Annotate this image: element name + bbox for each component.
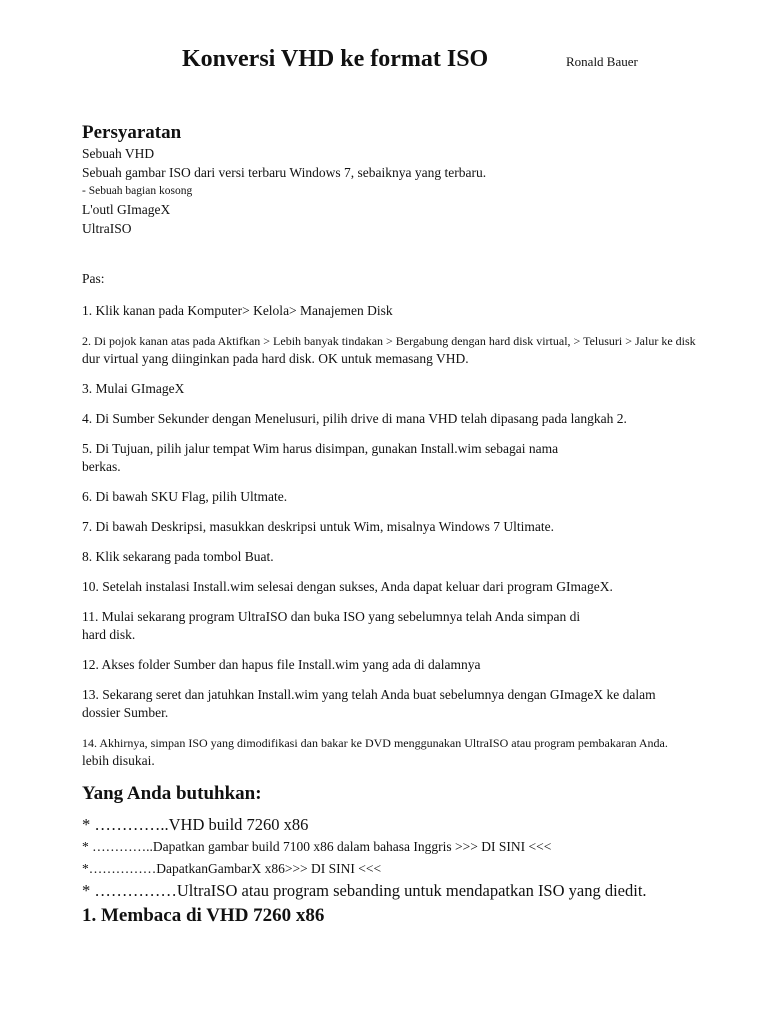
step-item [82,608,742,644]
requirement-item: UltraISO [82,221,132,236]
step-item [82,734,742,770]
step-item [82,332,742,368]
step-text: 7. Di bawah Deskripsi, masukkan deskripsi untuk Wim, misalnya Windows 7 Ultimate. [82,519,554,534]
step-item [82,656,742,674]
step-item [82,380,742,398]
requirement-item: - Sebuah bagian kosong [82,185,193,197]
step-text-continued: dossier Sumber. [82,705,169,720]
step-text-continued: dur virtual yang diinginkan pada hard disk. OK untuk memasang VHD. [82,351,469,366]
step-text: 4. Di Sumber Sekunder dengan Menelusuri, pilih drive di mana VHD telah dipasang pada langkah 2. [82,411,627,426]
step-text: 11. Mulai sekarang program UltraISO dan buka ISO yang sebelumnya telah Anda simpan di [82,609,581,624]
step-item [82,410,742,428]
step-text: 13. Sekarang seret dan jatuhkan Install.wim yang telah Anda buat sebelumnya dengan GImageX ke dalam [82,687,656,702]
step-text: 1. Klik kanan pada Komputer> Kelola> Manajemen Disk [82,303,393,318]
step-item [82,488,742,506]
step-text-continued: hard disk. [82,627,136,642]
need-item: * …………..Dapatkan gambar build 7100 x86 dalam bahasa Inggris >>> DI SINI <<< [82,839,552,854]
document-body [82,122,742,928]
requirement-item: Sebuah VHD [82,146,155,161]
step-item [82,440,742,476]
step-text: 6. Di bawah SKU Flag, pilih Ultmate. [82,489,288,504]
step-item [82,302,742,320]
step-text-continued: berkas. [82,459,121,474]
step-item [82,548,742,566]
requirement-item: Sebuah gambar ISO dari versi terbaru Windows 7, sebaiknya yang terbaru. [82,165,487,180]
steps-label: Pas: [82,271,105,286]
need-item: * ……………UltraISO atau program sebanding untuk mendapatkan ISO yang diedit. [82,881,647,900]
needs-heading: Yang Anda butuhkan: [82,783,262,804]
document-title: Konversi VHD ke format ISO [182,46,489,72]
section-heading: 1. Membaca di VHD 7260 x86 [82,905,325,926]
need-item: * …………..VHD build 7260 x86 [82,815,309,834]
step-item [82,518,742,536]
step-text-continued: lebih disukai. [82,753,155,768]
requirements-heading: Persyaratan [82,122,182,143]
step-text: 3. Mulai GImageX [82,381,185,396]
need-item: *……………DapatkanGambarX x86>>> DI SINI <<< [82,861,382,876]
step-text: 8. Klik sekarang pada tombol Buat. [82,549,274,564]
step-text: 10. Setelah instalasi Install.wim selesai dengan sukses, Anda dapat keluar dari program GImageX. [82,579,613,594]
step-item [82,686,742,722]
author-name: Ronald Bauer [566,54,638,69]
step-text: 12. Akses folder Sumber dan hapus file Install.wim yang ada di dalamnya [82,657,481,672]
step-item [82,578,742,596]
step-text: 14. Akhirnya, simpan ISO yang dimodifikasi dan bakar ke DVD menggunakan UltraISO atau program pembakaran Anda. [82,736,668,750]
step-text: 2. Di pojok kanan atas pada Aktifkan > Lebih banyak tindakan > Bergabung dengan hard disk virtual, > Telusuri > Jalur ke disk [82,334,696,348]
requirement-item: L'outl GImageX [82,202,171,217]
step-text: 5. Di Tujuan, pilih jalur tempat Wim harus disimpan, gunakan Install.wim sebagai nama [82,441,559,456]
